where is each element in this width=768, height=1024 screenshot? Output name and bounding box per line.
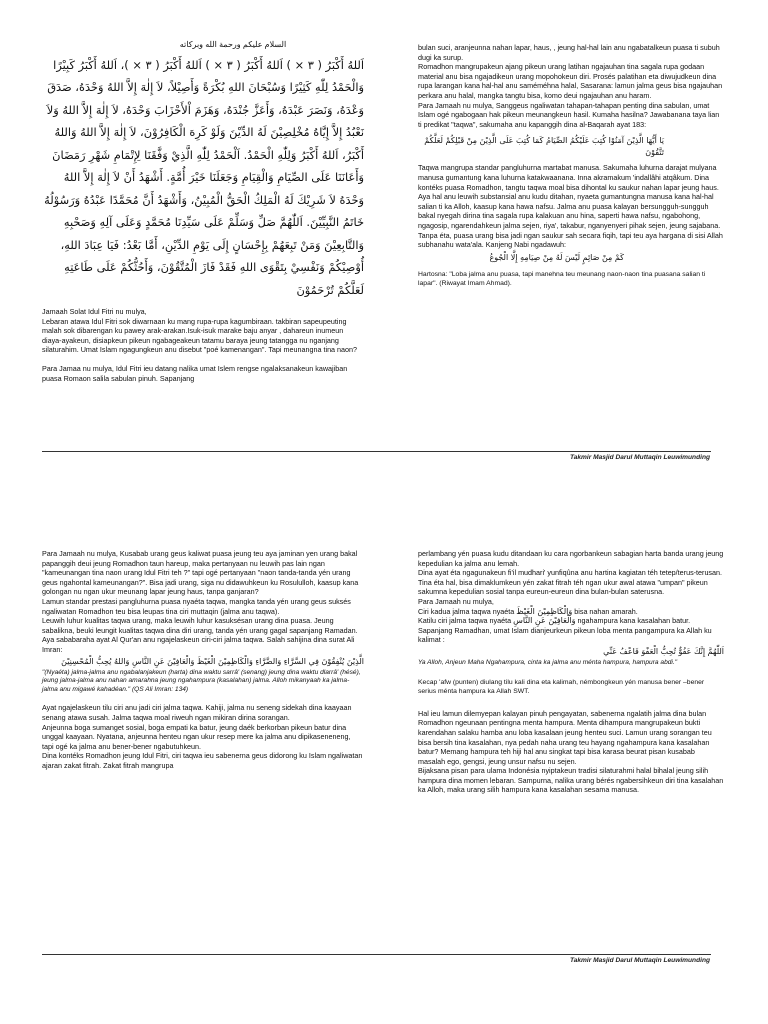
paragraph: Anjeunna boga sumanget sosial, boga empati ka batur, jeung daék berkorban pikeun batur dina unggal kaayaan. Nyatana, anjeunna henteu ngan ukur resep mere ka jalma anu dipikaseneneng, tapi ogé ka jalma anu bener-bener ngabutuhkeun. xyxy=(42,722,351,751)
hadith-arabic: كَمْ مِنْ صَائِمٍ لَيْسَ لَهُ مِنْ صِيَامِهِ إِلَّا الْجُوعُ xyxy=(489,252,624,262)
katilu-arabic: وَالْعَافِيْنَ عَنِ النَّاسِ xyxy=(513,616,576,626)
paragraph: Para Jamaah nu mulya, Kusabab urang geus kaliwat puasa jeung teu aya jaminan yen urang bakal papanggih deui jeung Romadhon taun hareup, maka pertanyaan nu leuwih pas lain ngan "kameunangan tina naon urang Idul Fitri teh ?" tapi ogé pertanyaan "naon tanda-tanda yén urang geus ngahontal kameunangan?". Bisa jadi urang, siga nu didawuhkeun ku Rosululloh, kaasup kana golongan nu ngan ukur meunang lapar jeung haus, tanpa ganjaran? xyxy=(42,549,359,597)
paragraph: Taqwa mangrupa standar pangluhurna martabat manusa. Sakumaha luhurna darajat mulyana manusa gumantung kana luhurna katakwaanana. Inna akramakum 'indallâhi atqâkum. Dina kontéks puasa Romadhon, tangtu taqwa moal bisa dihontal ku saukur nahan lapar jeung haus. Aya hal anu leuwih substansial anu kudu ditahan, nyaeta gumantungna manusa kana hal-hal salian ti ka Alloh, kaasup kana hawa nafsu. Jalma anu puasa kalayan bersungguh-sungguh bakal nyegah dirina tina sagala rupa kalakuan anu hina, saperti hawa nafsu, ngabohong, ngagosip, ngarendahkeun jalma sejen, riya', takabur, nganyenyeri pihak sejen, jeung sajabana. xyxy=(418,163,721,230)
paragraph: Para Jamaah nu mulya, xyxy=(418,596,494,606)
takbir-arabic: اَللهُ أَكْبَرُ ( ٣ × ) اَللهُ أَكْبَرُ ( ٣ × ) اَللهُ أَكْبَرُ ( ٣ × )، اَللهُ أَكْبَرُ كَبِيْرًا وَالْحَمْدُ لِلّٰهِ كَثِيْرًا وَسُبْحَانَ اللهِ بُكْرَةً وَأَصِيْلاً، لاَ إِلٰهَ إِلاَّ اللهُ وَحْدَهُ، صَدَقَ وَعْدَهُ، وَنَصَرَ عَبْدَهُ، وَأَعَزَّ جُنْدَهُ، وَهَزَمَ اْلأَحْزَابَ وَحْدَهُ، لاَ إِلٰهَ إِلاَّ اللهُ وَلاَ نَعْبُدُ إِلاَّ إِيَّاهُ مُخْلِصِيْنَ لَهُ الدِّيْنَ وَلَوْ كَرِهَ الْكَافِرُوْنَ، لاَ إِلٰهَ إِلاَّ اللهُ وَاللهُ أَكْبَرُ، اَللهُ أَكْبَرُ وَلِلّٰهِ الْحَمْدُ. اَلْحَمْدُ لِلّٰهِ الَّذِيْ وَفَّقَنَا لِإِتْمَامِ شَهْرِ رَمَضَانَ وَأَعَانَنَا عَلَى الصِّيَامِ وَالْقِيَامِ وَجَعَلَنَا خَيْرَ أُمَّةٍ. أَشْهَدُ أَنْ لاَ إِلٰهَ إِلاَّ اللهُ وَحْدَهُ لاَ شَرِيْكَ لَهُ الْمَلِكُ الْحَقُّ الْمُبِيْنُ، وَأَشْهَدُ أَنَّ مُحَمَّدًا عَبْدُهُ وَرَسُوْلُهُ خَاتَمُ النَّبِيِّيْنَ. اَللّٰهُمَّ صَلِّ وَسَلِّمْ عَلَى سَيِّدِنَا مُحَمَّدٍ وَعَلَى آلِهِ وَصَحْبِهِ وَالتَّابِعِيْنَ وَمَنْ تَبِعَهُمْ بِإِحْسَانٍ إِلَى يَوْمِ الدِّيْنِ، أَمَّا بَعْدُ: فَيَا عِبَادَ اللهِ، أُوْصِيْكُمْ وَنَفْسِيْ بِتَقْوَى اللهِ فَقَدْ فَازَ الْمُتَّقُوْنَ، وَأَحُثُّكُمْ عَلَى طَاعَتِهِ لَعَلَّكُمْ تُرْحَمُوْنَ xyxy=(44,57,364,297)
page1-footer: Takmir Masjid Darul Muttaqin Leuwimunding xyxy=(569,454,710,461)
page1-right-column xyxy=(418,43,724,292)
paragraph: Lebaran atawa Idul Fitri sok diwarnaan ku mang rupa-rupa kagumbiraan. takbiran sapeupeuting malah sok dibarengan ku pawey arak-arakan.Isuk-isuk marake baju anyar , dahareun inumeun diaya-ayakeun, disiapkeun pikeun ngabageakeun tatamu baraya jeung tatangga nu nganjang silaturahim. Umat Islam ngagungkeun anu disebut "poé kamenangan". Tapi meunangna tina naon? xyxy=(42,316,358,355)
hadith-meaning: Hartosna: "Loba jalma anu puasa, tapi manehna teu meunang naon-naon tina puasana salian ti lapar". (Riwayat Imam Ahmad). xyxy=(418,270,706,287)
katilu-line xyxy=(418,616,724,645)
dua-meaning: Ya Alloh, Anjeun Maha Ngahampura, cinta ka jalma anu ménta hampura, hampura abdi." xyxy=(418,658,678,666)
paragraph: Dina kontéks Romadhon jeung Idul Fitri, ciri taqwa ieu sabenerna geus didorong ku Islam ngaliwatan ajaran zakat fitrah. Zakat fitrah mangrupa xyxy=(42,751,363,770)
page2-right-column xyxy=(418,549,724,799)
page2-footer-rule xyxy=(42,954,711,955)
ciri-kadua-text: Ciri kadua jalma taqwa nyaéta xyxy=(418,606,515,616)
ciri-kadua-arabic: وَالْكَاظِمِيْنَ الْغَيْظَ xyxy=(516,606,573,616)
paragraph: Para Jamaah nu mulya, Sanggeus ngaliwatan tahapan-tahapan penting dina sabulan, umat Islam ogé ngabogaan hak pikeun meunangkeun hasil. Kumaha hasilna? Jawabanana taya lian ti predikat "taqwa", sakumaha anu kapanggih dina al-Baqarah ayat 183: xyxy=(418,100,720,129)
katilu-text: Katilu ciri jalma taqwa nyaéta xyxy=(418,616,512,626)
paragraph: Kecap 'afw (punten) diulang tilu kali dina eta kalimah, némbongkeun yén manusa bener –bener serius ménta hampura ka Allah SWT. xyxy=(418,678,705,696)
page1-footer-rule xyxy=(42,451,711,452)
page2-left-column xyxy=(42,549,364,774)
quran-verse-183: يَا أَيُّهَا الَّذِيْنَ آمَنُوْا كُتِبَ عَلَيْكُمُ الصِّيَامُ كَمَا كُتِبَ عَلَى الَّذِيْنَ مِنْ قَبْلِكُمْ لَعَلَّكُمْ تَتَّقُوْنَ xyxy=(424,136,664,158)
verse-134-meaning: "(Nyaéta) jalma-jalma anu ngabalanjakeun (harta) dina waktu sarrâ' (senang) jeung dina waktu dlarrâ' (hésé), jeung jalma-jalma anu nahan amarahna jeung ngahampura (kasalahan) jalma. Alloh mikanyaah ka jalma-jalma anu migawé kahadéan." (QS Ali Imran: 134) xyxy=(42,668,361,693)
ciri-kadua-line xyxy=(418,607,724,617)
paragraph: Ayat ngajelaskeun tilu ciri anu jadi ciri jalma taqwa. Kahiji, jalma nu seneng sidekah dina kaayaan senang atawa susah. Jalma taqwa moal riweuh ngan mikiran dirina sorangan. xyxy=(42,703,352,722)
paragraph: Aya sababaraha ayat Al Qur'an anu ngajelaskeun ciri-ciri jalma taqwa. Salah sahijina dina surat Ali Imran: xyxy=(42,635,355,654)
ciri-kadua-after: bisa nahan amarah. xyxy=(574,606,638,616)
paragraph: Hal ieu lamun dilemyepan kalayan pinuh pengayatan, sabenerna ngalatih jalma dina bulan Romadhon ngeunaan pentingna menta hampura. Menta dihampura mangrupakeun bukti karendahan salaku hamba anu loba kasalaan jeung henteu suci. Lamun urang sorangan teu bisa bersih tina kasalahan, nya pedah naha urang teu hayang ngahampura kana kasalahan batur? Memang hampura teh hiji hal anu singkat tapi bisa karasa beurat pisan kusabab masalah ego, gengsi, jeung unsur nafsu nu sejen. xyxy=(418,708,712,766)
paragraph: Tanpa éta, puasa urang bisa jadi ngan saukur sah secara fiqih, tapi teu aya hargana di sisi Allah subhanahu wata'ala. Kanjeng Nabi ngadawuh: xyxy=(418,230,723,250)
quran-verse-134: الَّذِيْنَ يُنْفِقُوْنَ فِي السَّرَّاءِ وَالضَّرَّاءِ وَالْكَاظِمِيْنَ الْغَيْظَ وَالْعَافِيْنَ عَنِ النَّاسِ وَاللهُ يُحِبُّ الْمُحْسِنِيْنَ xyxy=(61,656,364,666)
paragraph: Lamun standar prestasi pangluhurna puasa nyaéta taqwa, mangka tanda yén urang geus suksés ngaliwatan Romadhon teu bisa leupas tina ciri muttaqin (jalma anu taqwa). xyxy=(42,596,351,616)
paragraph: Dina ayat éta ngagunakeun fi'il mudhari' yunfiqûna anu hartina kagiatan téh tetep/terus-terusan. Tina éta hal, bisa dimaklumkeun yén zakat fitrah téh ngan ukur awal atawa "umpan" pikeun sakumna kepedulian sosial tanpa eureun-eureun dina bulan-bulan saterusna. xyxy=(418,568,723,597)
salam-greeting: السلام عليكم ورحمة الله وبركاته xyxy=(179,40,287,49)
dua-arabic: اَللّٰهُمَّ إِنَّكَ عَفُوٌّ تُحِبُّ الْعَفْوَ فَاعْفُ عَنِّي xyxy=(603,646,724,656)
paragraph: bulan suci, aranjeunna nahan lapar, haus, , jeung hal-hal lain anu ngabatalkeun puasa ti subuh dugi ka surup. xyxy=(418,43,720,62)
page1-left-column xyxy=(42,40,364,387)
paragraph: Bijaksana pisan para ulama Indonésia nyiptakeun tradisi silaturahmi halal bihalal jeung silih hampura dina momen lebaran. Sampurna, nalika urang bérés ngabersihkeun diri tina kasalahan ka Alloh, maka urang silih hampura kana kasalahan sesama manusa. xyxy=(418,766,724,795)
paragraph: Romadhon mangrupakeun ajang pikeun urang latihan ngajauhan tina sagala rupa godaan material anu bisa ngajadikeun urang mopohokeun diri. Prosés palatihan eta diwujudkeun dina rupa larangan kana hal-hal anu saméméhna halal, Sasarana: lamun jalma geus bisa ngajauhan perkara anu halal, mangka tangtu bisa, komo deui ngajauhan anu haram. xyxy=(418,62,723,100)
paragraph: Leuwih luhur kualitas taqwa urang, maka leuwih luhur kasuksésan urang dina puasa. Jeung sabalikna, beuki leungit kualitas taqwa dina diri urang, tanda yén urang gagal sapanjang Ramadan. xyxy=(42,616,358,635)
page2-footer: Takmir Masjid Darul Muttaqin Leuwimunding xyxy=(569,957,710,964)
paragraph: Para Jamaa nu mulya, Idul Fitri ieu datang nalika umat Islem rengse ngalaksanakeun kawajiban puasa Romaon salila sabulan pinuh. Sapanjang xyxy=(42,364,348,383)
paragraph: Jamaah Solat Idul Fitri nu mulya, xyxy=(42,307,147,317)
paragraph: perlambang yén puasa kudu ditandaan ku cara ngorbankeun sabagian harta banda urang jeung kepedulian ka jalma anu lemah. xyxy=(418,549,724,568)
katilu-after: ngahampura kana kasalahan batur. Sapanjang Ramadhan, umat Islam dianjeurkeun pikeun loba menta pangampura ka Allah ku kalimat : xyxy=(418,616,712,645)
